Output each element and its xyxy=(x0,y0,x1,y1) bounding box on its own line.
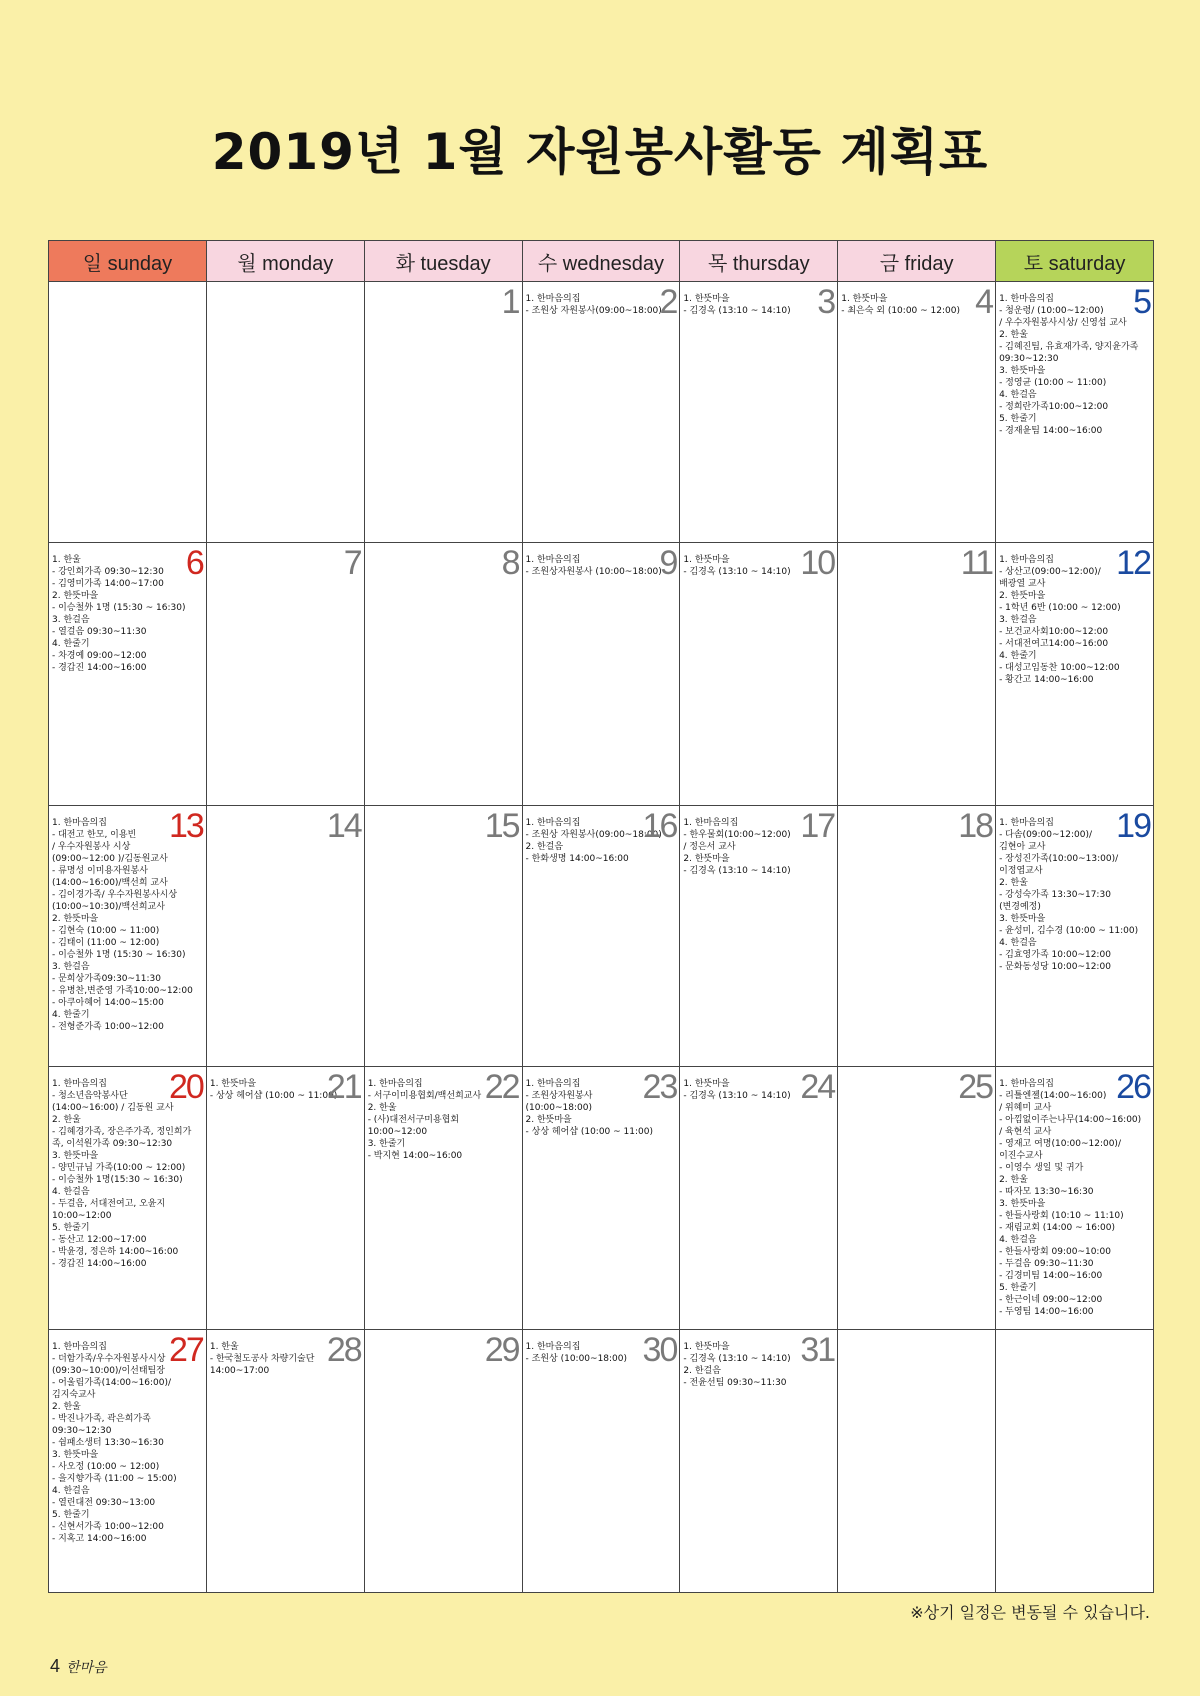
day-schedule: 1. 한마음의집 - 조원상 자원봉사(09:00~18:00) 2. 한걸음 - 한화생명 14:00~16:00 xyxy=(525,818,662,864)
day-schedule: 1. 한마음의집 - 조원상 (10:00~18:00) xyxy=(525,1342,628,1364)
day-schedule: 1. 한마음의집 - 상산고(09:00~12:00)/ 배광열 교사 2. 한뜻마을 - 1학년 6반 (10:00 ~ 12:00) 3. 한걸음 - 보건교사회10:00~12:00 - 서대전여고14:00~16:00 4. 한줄기 - 대성고임동찬 10:00~12:00 - 황간고 14:00~16:00 xyxy=(999,555,1121,685)
day-number: 26 xyxy=(1116,1068,1150,1106)
day-cell xyxy=(680,806,838,1067)
day-schedule: 1. 한마음의집 - 조원상 자원봉사(09:00~18:00) xyxy=(525,294,662,316)
week-row xyxy=(49,1067,1154,1330)
week-row xyxy=(49,543,1154,806)
day-schedule: 1. 한마음의집 - 서구이미용협회/백선희교사 2. 한울 - (사)대전서구미용협회 10:00~12:00 3. 한줄기 - 박지현 14:00~16:00 xyxy=(367,1079,482,1161)
day-cell xyxy=(206,1330,364,1593)
day-cell xyxy=(364,543,522,806)
header-friday: 금 friday xyxy=(838,241,996,282)
day-number: 18 xyxy=(958,807,993,845)
header-thursday: 목 thursday xyxy=(680,241,838,282)
day-cell xyxy=(838,1330,996,1593)
day-cell xyxy=(996,806,1154,1067)
day-schedule: 1. 한마음의집 - 대전고 한모, 이용빈 / 우수자원봉사 시상 (09:00~12:00 )/김동원교사 - 류명성 이미용자원봉사 (14:00~16:00)/백선희 교사 - 김이경가족/ 우수자원봉사시상 (10:00~10:30)/백선희교사 2. 한뜻마을 - 김현숙 (10:00 ~ 11:00) - 김태이 (11:00 ~ 12:00) - 이승철外 1명 (15:30 ~ 16:30) 3. 한걸음 - 문희상가족09:30~11:30 - 유병찬,변준영 가족10:00~12:00 - 아쿠아혜어 14:00~15:00 4. 한줄기 - 전형준가족 10:00~12:00 xyxy=(52,818,193,1032)
day-schedule: 1. 한마음의집 - 리틀엔젤(14:00~16:00) / 위혜미 교사 - 아낌없이주는나무(14:00~16:00) / 육현석 교사 - 영재고 여명(10:00~12:00)/이진수교사 - 이영수 생일 및 귀가 2. 한울 - 따자모 13:30~16:30 3. 한뜻마을 - 한들사랑회 (10:10 ~ 11:10) - 재림교회 (14:00 ~ 16:00) 4. 한걸음 - 한들사랑회 09:00~10:00 - 두걸음 09:30~11:30 - 김경미팀 14:00~16:00 5. 한줄기 - 한근이네 09:00~12:00 - 두영팀 14:00~16:00 xyxy=(999,1079,1142,1317)
header-sunday: 일 sunday xyxy=(49,241,207,282)
day-number: 27 xyxy=(169,1331,203,1369)
day-cell xyxy=(49,1067,207,1330)
week-row xyxy=(49,806,1154,1067)
day-cell xyxy=(49,282,207,543)
day-cell xyxy=(364,1067,522,1330)
day-cell xyxy=(680,1330,838,1593)
day-schedule: 1. 한뜻마을 - 김경옥 (13:10 ~ 14:10) xyxy=(683,294,791,316)
day-number: 13 xyxy=(169,807,203,845)
page-footer xyxy=(50,1656,107,1677)
day-number: 19 xyxy=(1116,807,1150,845)
day-number: 14 xyxy=(326,807,361,845)
week-row xyxy=(49,282,1154,543)
day-number: 7 xyxy=(343,544,361,582)
day-schedule: 1. 한마음의집 - 조원상자원봉사 (10:00~18:00) xyxy=(525,555,662,577)
header-wednesday: 수 wednesday xyxy=(522,241,680,282)
day-cell xyxy=(522,1330,680,1593)
day-number: 16 xyxy=(642,807,677,845)
day-schedule: 1. 한마음의집 - 조원상자원봉사 (10:00~18:00) 2. 한뜻마을 - 상상 헤어샵 (10:00 ~ 11:00) xyxy=(525,1079,653,1137)
day-cell xyxy=(364,1330,522,1593)
day-cell xyxy=(996,282,1154,543)
day-cell xyxy=(680,543,838,806)
day-cell xyxy=(206,806,364,1067)
day-number: 23 xyxy=(642,1068,677,1106)
calendar-table xyxy=(48,240,1154,1593)
day-number: 9 xyxy=(659,544,677,582)
day-cell xyxy=(838,806,996,1067)
day-number: 30 xyxy=(642,1331,677,1369)
day-number: 8 xyxy=(501,544,519,582)
day-cell xyxy=(838,543,996,806)
day-cell xyxy=(49,806,207,1067)
day-schedule: 1. 한울 - 한국철도공사 차량기술단 14:00~17:00 xyxy=(209,1342,315,1376)
day-schedule: 1. 한뜻마을 - 최은숙 외 (10:00 ~ 12:00) xyxy=(841,294,960,316)
day-cell xyxy=(522,543,680,806)
day-schedule: 1. 한마음의집 - 청운령/ (10:00~12:00) / 우수자원봉사시상/ 신영섭 교사 2. 한울 - 김혜진팀, 유효재가족, 양지윤가족 09:30~12:30 3. 한뜻마을 - 정영균 (10:00 ~ 11:00) 4. 한걸음 - 정희란가족10:00~12:00 5. 한줄기 - 경재윤팀 14:00~16:00 xyxy=(999,294,1139,436)
day-number: 22 xyxy=(484,1068,519,1106)
day-number: 31 xyxy=(800,1331,835,1369)
day-schedule: 1. 한마음의집 - 더함가족/우수자원봉사시상 (09:30~10:00)/이선태팀장 - 어울림가족(14:00~16:00)/김지숙교사 2. 한울 - 박진나가족, 곽은희가족 09:30~12:30 - 쉼패소생터 13:30~16:30 3. 한뜻마을 - 사오정 (10:00 ~ 12:00) - 을지향가족 (11:00 ~ 15:00) 4. 한걸음 - 열린대전 09:30~13:00 5. 한줄기 - 신현서가족 10:00~12:00 - 지혹고 14:00~16:00 xyxy=(52,1342,177,1544)
day-number: 15 xyxy=(484,807,519,845)
day-number: 5 xyxy=(1133,283,1150,321)
day-number: 17 xyxy=(800,807,835,845)
day-cell xyxy=(206,282,364,543)
footnote: ※상기 일정은 변동될 수 있습니다. xyxy=(910,1603,1150,1622)
header-tuesday: 화 tuesday xyxy=(364,241,522,282)
day-cell xyxy=(49,1330,207,1593)
day-number: 28 xyxy=(326,1331,361,1369)
day-number: 2 xyxy=(659,283,677,321)
day-cell xyxy=(680,1067,838,1330)
day-cell xyxy=(206,543,364,806)
day-cell xyxy=(364,806,522,1067)
day-number: 12 xyxy=(1116,544,1150,582)
day-schedule: 1. 한울 - 강인희가족 09:30~12:30 - 김영미가족 14:00~17:00 2. 한뜻마을 - 이승철外 1명 (15:30 ~ 16:30) 3. 한걸음 - 열걸음 09:30~11:30 4. 한줄기 - 차경예 09:00~12:00 - 경갑진 14:00~16:00 xyxy=(52,555,186,673)
day-schedule: 1. 한뜻마을 - 김경옥 (13:10 ~ 14:10) xyxy=(683,1079,791,1101)
day-schedule: 1. 한마음의집 - 청소년음악봉사단 (14:00~16:00) / 김동원 교사 2. 한울 - 김혜경가족, 장은주가족, 정인희가 족, 이석원가족 09:30~12:30 3. 한뜻마을 - 양민규님 가족(10:00 ~ 12:00) - 이승철外 1명(15:30 ~ 16:30) 4. 한걸음 - 두걸음, 서대전여고, 오윤지 10:00~12:00 5. 한줄기 - 동산고 12:00~17:00 - 박윤경, 정은하 14:00~16:00 - 경갑진 14:00~16:00 xyxy=(52,1079,192,1269)
day-number: 4 xyxy=(975,283,993,321)
day-schedule: 1. 한마음의집 - 다솜(09:00~12:00)/ 김현아 교사 - 장성진가족(10:00~13:00)/이정엽교사 2. 한울 - 강성숙가족 13:30~17:30 (변경예정) 3. 한뜻마을 - 윤성미, 김수경 (10:00 ~ 11:00) 4. 한걸음 - 김효영가족 10:00~12:00 - 문화동성당 10:00~12:00 xyxy=(999,818,1139,972)
day-number: 1 xyxy=(501,283,519,321)
day-cell xyxy=(996,543,1154,806)
day-cell xyxy=(996,1330,1154,1593)
day-cell xyxy=(522,806,680,1067)
day-cell xyxy=(838,1067,996,1330)
day-number: 3 xyxy=(817,283,835,321)
week-row xyxy=(49,1330,1154,1593)
day-number: 25 xyxy=(958,1068,993,1106)
day-number: 6 xyxy=(185,544,203,582)
day-number: 10 xyxy=(800,544,835,582)
page-title: 2019년 1월 자원봉사활동 계획표 xyxy=(211,123,989,181)
day-schedule: 1. 한마음의집 - 한우물회(10:00~12:00) / 정은서 교사 2. 한뜻마을 - 김경옥 (13:10 ~ 14:10) xyxy=(683,818,791,876)
day-schedule: 1. 한뜻마을 - 김경옥 (13:10 ~ 14:10) xyxy=(683,555,791,577)
day-number: 20 xyxy=(169,1068,203,1106)
day-cell xyxy=(364,282,522,543)
day-cell xyxy=(680,282,838,543)
day-schedule: 1. 한뜻마을 - 김경옥 (13:10 ~ 14:10) 2. 한걸음 - 전윤선팀 09:30~11:30 xyxy=(683,1342,791,1388)
day-cell xyxy=(522,1067,680,1330)
day-cell xyxy=(838,282,996,543)
day-cell xyxy=(206,1067,364,1330)
header-saturday: 토 saturday xyxy=(996,241,1154,282)
day-number: 11 xyxy=(960,544,993,582)
page-logo: 한마음 xyxy=(66,1660,107,1676)
header-monday: 월 monday xyxy=(206,241,364,282)
day-schedule: 1. 한뜻마을 - 상상 헤어샵 (10:00 ~ 11:00) xyxy=(209,1079,338,1101)
day-cell xyxy=(522,282,680,543)
day-number: 21 xyxy=(326,1068,361,1106)
day-cell xyxy=(49,543,207,806)
day-number: 29 xyxy=(484,1331,519,1369)
day-cell xyxy=(996,1067,1154,1330)
weekday-header-row xyxy=(49,241,1154,282)
page-number: 4 xyxy=(50,1656,61,1676)
day-number: 24 xyxy=(800,1068,835,1106)
